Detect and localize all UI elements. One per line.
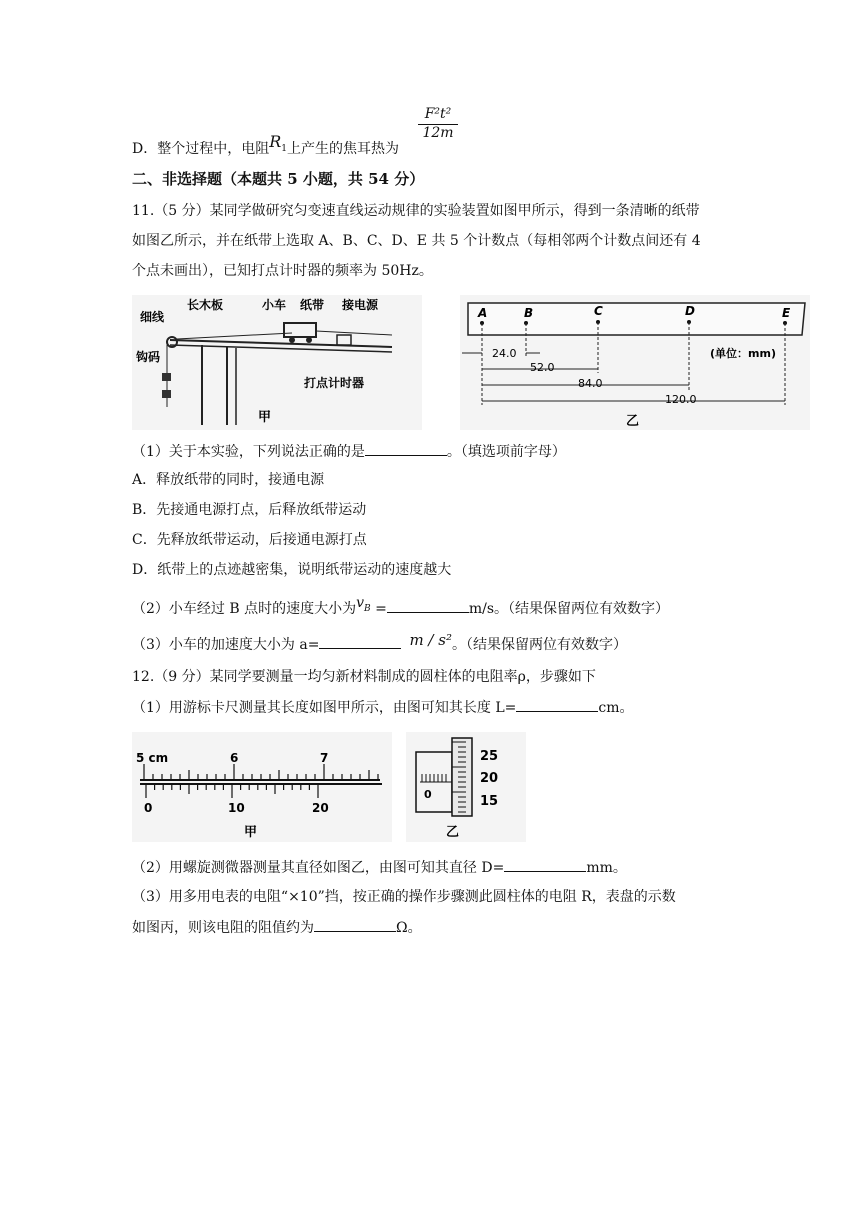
- dist-ab: 24.0: [492, 347, 517, 360]
- point-b: B: [524, 306, 534, 320]
- q12-sub3-line2: 如图丙，则该电阻的阻值约为 Ω。: [132, 917, 422, 938]
- dist-ad: 84.0: [578, 377, 603, 390]
- label-weight: 钩码: [136, 350, 161, 364]
- vernier-label-10: 10: [228, 801, 245, 815]
- point-a: A: [478, 306, 488, 320]
- velocity-symbol: $v_B$: [356, 595, 371, 614]
- fraction-denominator: 12m: [422, 125, 454, 141]
- q12-sub3-answer-blank[interactable]: [314, 917, 396, 932]
- main-label-5cm: 5 cm: [136, 751, 169, 765]
- q11-line3: 个点未画出），已知打点计时器的频率为 50Hz。: [132, 263, 433, 279]
- dist-ac: 52.0: [530, 361, 555, 374]
- q11-sub2: （2）小车经过 B 点时的速度大小为$v_B = m/s$。（结果保留两位有效数字）: [132, 595, 670, 617]
- q11-sub2-answer-blank[interactable]: [387, 598, 469, 613]
- caption-yi: 乙: [626, 414, 640, 429]
- q11-sub1: （1）关于本实验，下列说法正确的是 。（填选项前字母）: [132, 441, 566, 462]
- q12-sub3-line1: （3）用多用电表的电阻“×10”挡，按正确的操作步骤测此圆柱体的电阻 R，表盘的示数: [132, 889, 676, 905]
- accel-unit: m / s²: [409, 631, 452, 649]
- joule-heat-fraction: [418, 106, 458, 141]
- caption-caliper: 甲: [244, 825, 258, 840]
- q12-sub2: （2）用螺旋测微器测量其直径如图乙，由图可知其直径 D= mm。: [132, 857, 627, 878]
- option-d-line: [132, 132, 400, 165]
- micro-label-15: 15: [480, 794, 499, 809]
- micrometer-figure: [406, 732, 526, 842]
- vernier-label-20: 20: [312, 801, 329, 815]
- point-c: C: [594, 304, 603, 318]
- q11-line1: 11.（5 分）某同学做研究匀变速直线运动规律的实验装置如图甲所示，得到一条清晰的纸带: [132, 203, 700, 219]
- dist-ae: 120.0: [665, 393, 697, 406]
- apparatus-figure: [132, 295, 422, 430]
- label-timer: 打点计时器: [304, 376, 365, 390]
- micro-label-25: 25: [480, 749, 499, 764]
- micro-label-20: 20: [480, 771, 499, 786]
- q11-line2: 如图乙所示，并在纸带上选取 A、B、C、D、E 共 5 个计数点（每相邻两个计数点间还有 4: [132, 233, 701, 249]
- label-power: 接电源: [342, 298, 379, 312]
- caption-jia: 甲: [258, 410, 272, 425]
- q12-sub1: （1）用游标卡尺测量其长度如图甲所示，由图可知其长度 L= cm。: [132, 697, 634, 718]
- q12-sub2-answer-blank[interactable]: [504, 857, 586, 872]
- label-cart: 小车: [262, 298, 287, 312]
- label-tape: 纸带: [300, 298, 325, 312]
- resistor-symbol: $R_1$: [269, 132, 288, 155]
- vernier-caliper-figure: [132, 732, 392, 842]
- label-board: 长木板: [187, 298, 224, 312]
- point-e: E: [782, 306, 791, 320]
- q11-sub1-answer-blank[interactable]: [365, 441, 447, 456]
- q11-sub3: （3）小车的加速度大小为 a= m / s²。（结果保留两位有效数字）: [132, 631, 627, 653]
- q11-option-b: B．先接通电源打点，后释放纸带运动: [132, 502, 367, 518]
- q12-line1: 12.（9 分）某同学要测量一均匀新材料制成的圆柱体的电阻率ρ，步骤如下: [132, 669, 596, 685]
- main-label-6: 6: [230, 751, 239, 765]
- q11-option-a: A．释放纸带的同时，接通电源: [132, 472, 325, 488]
- label-thread: 细线: [140, 310, 165, 324]
- section-title: 二、非选择题（本题共 5 小题，共 54 分）: [132, 170, 425, 188]
- q12-sub1-answer-blank[interactable]: [516, 697, 598, 712]
- fraction-numerator: F²t²: [418, 106, 458, 125]
- caption-micrometer: 乙: [446, 825, 460, 840]
- point-d: D: [685, 304, 695, 318]
- micro-zero: 0: [424, 788, 432, 801]
- vernier-label-0: 0: [144, 801, 153, 815]
- option-d-prefix: D．整个过程中，电阻: [132, 141, 270, 157]
- q11-sub3-answer-blank[interactable]: [319, 634, 401, 649]
- unit-label: (单位：mm): [710, 347, 776, 360]
- main-label-7: 7: [320, 751, 329, 765]
- q11-option-c: C．先释放纸带运动，后接通电源打点: [132, 532, 367, 548]
- q11-option-d: D．纸带上的点迹越密集，说明纸带运动的速度越大: [132, 562, 452, 578]
- paper-tape-figure: [460, 295, 810, 430]
- option-d-suffix: 上产生的焦耳热为: [287, 141, 400, 157]
